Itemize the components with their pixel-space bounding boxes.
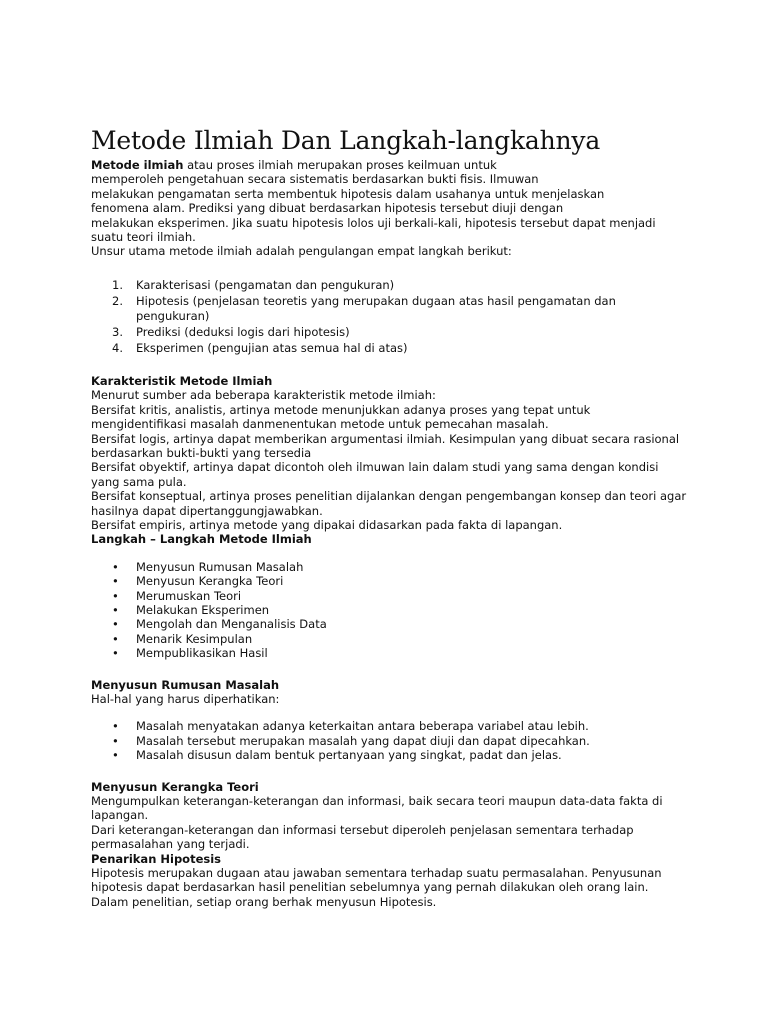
intro-line-1-rest: atau proses ilmiah merupakan proses keilmuan untuk bbox=[183, 158, 497, 172]
list-item bbox=[91, 646, 691, 660]
karakteristik-line: Menurut sumber ada beberapa karakteristik metode ilmiah: bbox=[91, 388, 436, 403]
karakteristik-line: Bersifat kritis, analistis, artinya metode menunjukkan adanya proses yang tepat untuk bbox=[91, 402, 591, 417]
rumusan-section bbox=[91, 678, 691, 707]
document-title: Metode Ilmiah Dan Langkah-langkahnya bbox=[91, 126, 601, 155]
hipotesis-line: hipotesis dapat berdasarkan hasil penelitian sebelumnya yang pernah dilakukan oleh orang lain. bbox=[91, 880, 649, 895]
list-item bbox=[91, 589, 691, 603]
bullet-icon: • bbox=[112, 588, 119, 603]
document-page bbox=[91, 126, 691, 909]
karakteristik-line: berdasarkan bukti-bukti yang tersedia bbox=[91, 445, 312, 460]
step-item bbox=[91, 325, 691, 339]
rumusan-heading: Menyusun Rumusan Masalah bbox=[91, 677, 280, 692]
list-item bbox=[91, 574, 691, 588]
step-number: 2. bbox=[112, 294, 123, 309]
step-item bbox=[91, 278, 691, 292]
intro-line: Unsur utama metode ilmiah adalah pengulangan empat langkah berikut: bbox=[91, 244, 512, 259]
karakteristik-line: Bersifat konseptual, artinya proses penelitian dijalankan dengan pengembangan konsep dan teori agar bbox=[91, 489, 687, 504]
bullet-icon: • bbox=[112, 559, 119, 574]
list-item bbox=[91, 617, 691, 631]
bullet-icon: • bbox=[112, 631, 119, 646]
rumusan-intro: Hal-hal yang harus diperhatikan: bbox=[91, 692, 280, 706]
rumusan-list bbox=[91, 719, 691, 762]
intro-line: melakukan pengamatan serta membentuk hipotesis dalam usahanya untuk menjelaskan bbox=[91, 186, 605, 201]
step-number: 4. bbox=[112, 341, 123, 356]
hipotesis-heading: Penarikan Hipotesis bbox=[91, 851, 222, 866]
step-text: Prediksi (deduksi logis dari hipotesis) bbox=[136, 325, 350, 340]
list-item-text: Masalah tersebut merupakan masalah yang dapat diuji dan dapat dipecahkan. bbox=[136, 733, 590, 748]
steps-list bbox=[91, 278, 691, 356]
bullet-icon: • bbox=[112, 719, 119, 734]
list-item bbox=[91, 632, 691, 646]
karakteristik-heading: Karakteristik Metode Ilmiah bbox=[91, 373, 273, 388]
list-item bbox=[91, 560, 691, 574]
list-item-text: Masalah disusun dalam bentuk pertanyaan yang singkat, padat dan jelas. bbox=[136, 748, 562, 763]
karakteristik-line: yang sama pula. bbox=[91, 474, 187, 489]
intro-line: memperoleh pengetahuan secara sistematis berdasarkan bukti fisis. Ilmuwan bbox=[91, 172, 539, 187]
step-item bbox=[91, 341, 691, 355]
hipotesis-line: Dalam penelitian, setiap orang berhak menyusun Hipotesis. bbox=[91, 894, 437, 909]
karakteristik-section bbox=[91, 374, 691, 547]
step-number: 1. bbox=[112, 277, 123, 292]
karakteristik-line: hasilnya dapat dipertanggungjawabkan. bbox=[91, 503, 323, 518]
step-item bbox=[91, 294, 691, 323]
bullet-icon: • bbox=[112, 617, 119, 632]
list-item-text: Menyusun Kerangka Teori bbox=[136, 574, 284, 589]
intro-line: melakukan eksperimen. Jika suatu hipotesis lolos uji berkali-kali, hipotesis tersebut dapat menjadi bbox=[91, 215, 656, 230]
step-text: pengukuran) bbox=[136, 308, 210, 323]
karakteristik-line: mengidentifikasi masalah danmenentukan metode untuk pemecahan masalah. bbox=[91, 417, 549, 432]
list-item-text: Merumuskan Teori bbox=[136, 588, 242, 603]
bullet-icon: • bbox=[112, 748, 119, 763]
list-item-text: Menyusun Rumusan Masalah bbox=[136, 559, 304, 574]
kerangka-line: Dari keterangan-keterangan dan informasi tersebut diperoleh penjelasan sementara terhadap bbox=[91, 822, 634, 837]
step-text: Hipotesis (penjelasan teoretis yang merupakan dugaan atas hasil pengamatan dan bbox=[136, 294, 616, 309]
intro-line: fenomena alam. Prediksi yang dibuat berdasarkan hipotesis tersebut diuji dengan bbox=[91, 201, 564, 216]
karakteristik-line: Bersifat obyektif, artinya dapat dicontoh oleh ilmuwan lain dalam studi yang sama dengan kondisi bbox=[91, 460, 659, 475]
list-item-text: Masalah menyatakan adanya keterkaitan antara beberapa variabel atau lebih. bbox=[136, 719, 589, 734]
hipotesis-line: Hipotesis merupakan dugaan atau jawaban sementara terhadap suatu permasalahan. Penyusunan bbox=[91, 866, 662, 881]
bullet-icon: • bbox=[112, 574, 119, 589]
kerangka-line: lapangan. bbox=[91, 808, 149, 823]
bullet-icon: • bbox=[112, 646, 119, 661]
list-item bbox=[91, 603, 691, 617]
list-item bbox=[91, 734, 691, 748]
intro-paragraph bbox=[91, 158, 691, 259]
langkah-list bbox=[91, 560, 691, 661]
bullet-icon: • bbox=[112, 733, 119, 748]
step-number: 3. bbox=[112, 325, 123, 340]
bullet-icon: • bbox=[112, 602, 119, 617]
list-item bbox=[91, 719, 691, 733]
list-item-text: Mengolah dan Menganalisis Data bbox=[136, 617, 327, 632]
list-item-text: Melakukan Eksperimen bbox=[136, 602, 270, 617]
kerangka-section bbox=[91, 780, 691, 910]
kerangka-heading: Menyusun Kerangka Teori bbox=[91, 779, 259, 794]
intro-line: suatu teori ilmiah. bbox=[91, 230, 196, 245]
step-text: Eksperimen (pengujian atas semua hal di atas) bbox=[136, 341, 408, 356]
intro-lead-bold: Metode ilmiah bbox=[91, 158, 184, 172]
karakteristik-line: Bersifat logis, artinya dapat memberikan argumentasi ilmiah. Kesimpulan yang dibuat secara rasional bbox=[91, 431, 680, 446]
karakteristik-line: Bersifat empiris, artinya metode yang dipakai didasarkan pada fakta di lapangan. bbox=[91, 517, 563, 532]
step-text: Karakterisasi (pengamatan dan pengukuran) bbox=[136, 277, 395, 292]
langkah-heading: Langkah – Langkah Metode Ilmiah bbox=[91, 532, 312, 547]
list-item-text: Mempublikasikan Hasil bbox=[136, 646, 268, 661]
kerangka-line: permasalahan yang terjadi. bbox=[91, 837, 250, 852]
list-item-text: Menarik Kesimpulan bbox=[136, 631, 253, 646]
list-item bbox=[91, 748, 691, 762]
kerangka-line: Mengumpulkan keterangan-keterangan dan informasi, baik secara teori maupun data-data fakta di bbox=[91, 794, 663, 809]
intro-line-1 bbox=[91, 158, 691, 172]
